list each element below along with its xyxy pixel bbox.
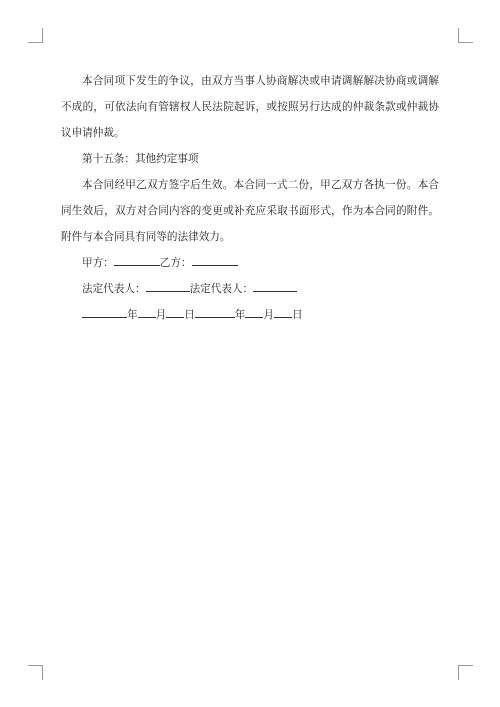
date-signature-line [61, 302, 439, 328]
party-b-label: 乙方： [159, 257, 192, 269]
document-body [61, 68, 439, 328]
month-a-label: 月 [155, 309, 167, 321]
legal-rep-a-blank [146, 279, 190, 292]
crop-mark-top-left [28, 28, 43, 43]
legal-rep-label-b: 法定代表人： [189, 283, 254, 295]
day-a-blank [166, 305, 184, 318]
month-b-blank [245, 305, 263, 318]
year-a-label: 年 [127, 309, 138, 321]
party-signature-line [61, 250, 439, 276]
day-a-label: 日 [184, 309, 195, 321]
article-15-heading: 第十五条：其他约定事项 [82, 153, 199, 165]
legal-rep-b-blank [253, 279, 297, 292]
year-b-label: 年 [234, 309, 246, 321]
crop-mark-bottom-right [458, 665, 473, 680]
year-b-blank [195, 305, 235, 318]
crop-mark-bottom-left [28, 665, 43, 680]
crop-mark-top-right [458, 28, 473, 43]
effectiveness-paragraph: 本合同经甲乙双方签字后生效。本合同一式二份，甲乙双方各执一份。本合同生效后，双方对合同内容的变更或补充应采取书面形式，作为本合同的附件。附件与本合同具有同等的法律效力。 [61, 179, 439, 243]
legal-representative-line [61, 276, 439, 302]
day-b-label: 日 [291, 309, 303, 321]
month-b-label: 月 [263, 309, 274, 321]
month-a-blank [138, 305, 156, 318]
dispute-clause-paragraph: 本合同项下发生的争议，由双方当事人协商解决或申请调解解决协商或调解不成的，可依法向有管辖权人民法院起诉，或按照另行达成的仲裁条款或仲裁协议申请仲裁。 [61, 75, 439, 139]
day-b-blank [274, 305, 292, 318]
party-b-blank [192, 253, 238, 266]
legal-rep-label-a: 法定代表人： [82, 283, 146, 295]
party-a-label: 甲方： [82, 257, 114, 269]
party-a-blank [114, 253, 160, 266]
year-a-blank [82, 305, 127, 318]
